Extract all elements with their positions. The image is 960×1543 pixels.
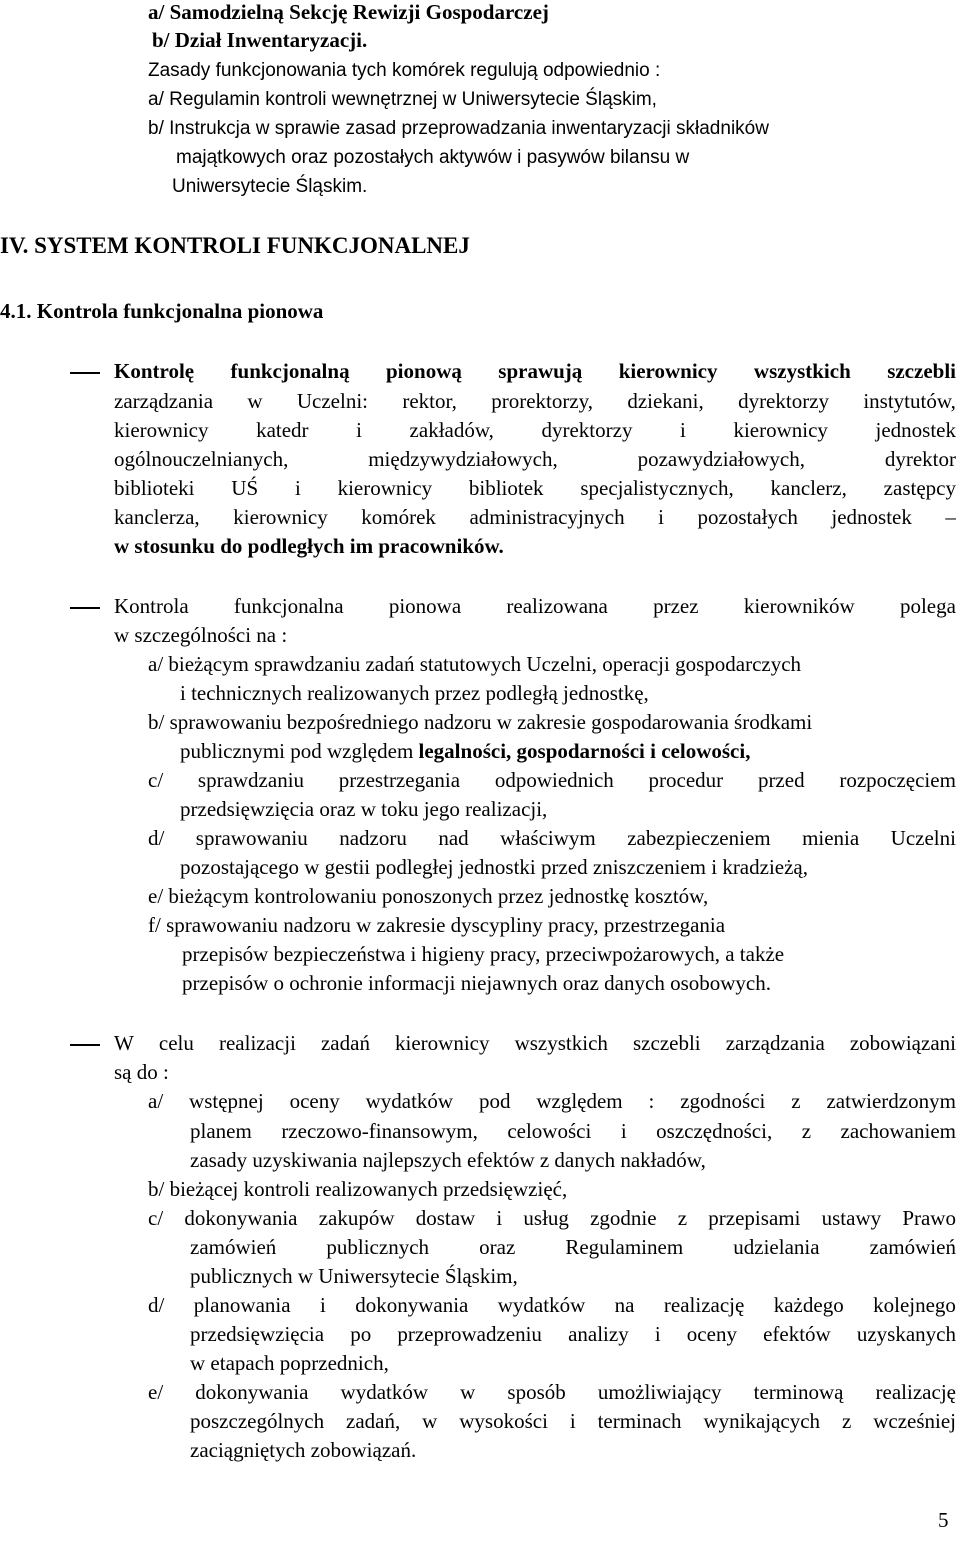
word: dziekani, xyxy=(627,389,704,413)
word: c/ xyxy=(148,1206,164,1230)
word: przez xyxy=(653,594,699,618)
word: w xyxy=(460,1380,476,1404)
word: c/ xyxy=(148,768,164,792)
rule-item-b-line3: Uniwersytecie Śląskim. xyxy=(172,176,368,197)
word: wszystkich xyxy=(753,359,851,383)
para1-line xyxy=(114,388,956,414)
word: realizacji xyxy=(218,1031,296,1055)
word: w xyxy=(247,389,263,413)
word: specjalistycznych, xyxy=(580,476,734,500)
word: i xyxy=(319,1293,326,1317)
word: pionową xyxy=(386,359,462,383)
para3-item-c-line1 xyxy=(148,1205,956,1231)
word: jednostek xyxy=(875,418,956,442)
word: polega xyxy=(899,594,956,618)
word: dyrektor xyxy=(884,447,956,471)
word: zatwierdzonym xyxy=(826,1089,956,1113)
word: przepisami xyxy=(708,1206,801,1230)
word: na xyxy=(614,1293,635,1317)
word: dokonywania xyxy=(195,1380,309,1404)
para2-item-e: e/ bieżącym kontrolowaniu ponoszonych przez jednostkę kosztów, xyxy=(148,884,709,908)
word: z xyxy=(677,1206,688,1230)
word: dokonywania xyxy=(355,1293,469,1317)
word: biblioteki xyxy=(114,476,195,500)
word: oszczędności, xyxy=(656,1119,773,1143)
rule-item-b-line2: majątkowych oraz pozostałych aktywów i pasywów bilansu w xyxy=(176,147,690,168)
para1-last-line: w stosunku do podległych im pracowników. xyxy=(114,534,504,558)
word: międzywydziałowych, xyxy=(368,447,558,471)
word: kierownicy xyxy=(618,359,718,383)
word: szczebli xyxy=(887,359,956,383)
word: zobowiązani xyxy=(849,1031,956,1055)
word: usług xyxy=(523,1206,569,1230)
para2-item-d-line2: pozostającego w gestii podległej jednostki przed zniszczeniem i kradzieżą, xyxy=(180,855,809,879)
word: pod xyxy=(478,1089,511,1113)
word: sprawdzaniu xyxy=(197,768,305,792)
word: zakładów, xyxy=(409,418,494,442)
word: procedur xyxy=(648,768,724,792)
para2-item-c-line2: przedsięwzięcia oraz w toku jego realizacji, xyxy=(180,797,548,821)
word: efektów xyxy=(763,1322,831,1346)
word: dokonywania xyxy=(184,1206,298,1230)
dash-marker xyxy=(70,607,100,609)
para2-item-c-line1 xyxy=(148,767,956,793)
word: oraz xyxy=(479,1235,516,1259)
word: kierowników xyxy=(743,594,855,618)
word: terminach xyxy=(597,1409,682,1433)
word: kierownicy xyxy=(337,476,433,500)
word: i xyxy=(569,1409,576,1433)
word: ustawy xyxy=(821,1206,882,1230)
word: wstępnej xyxy=(189,1089,264,1113)
para1-line xyxy=(114,446,956,472)
para2-item-b-line1: b/ sprawowaniu bezpośredniego nadzoru w zakresie gospodarowania środkami xyxy=(148,710,813,734)
word: i xyxy=(680,418,686,442)
word: każdego xyxy=(773,1293,844,1317)
word: zarządzania xyxy=(725,1031,825,1055)
word: pozostałych xyxy=(697,505,798,529)
dash-marker xyxy=(70,372,100,374)
word: zadań xyxy=(320,1031,370,1055)
word: planowania xyxy=(193,1293,291,1317)
word: z xyxy=(791,1089,801,1113)
word: e/ xyxy=(148,1380,164,1404)
word: zgodnie xyxy=(590,1206,657,1230)
word: i xyxy=(620,1119,627,1143)
word: z xyxy=(801,1119,812,1143)
word: zarządzania xyxy=(114,389,214,413)
para1-line xyxy=(114,475,956,501)
word: nadzoru xyxy=(339,826,407,850)
word: zgodności xyxy=(680,1089,766,1113)
word: kierownicy xyxy=(395,1031,490,1055)
word: sprawowaniu xyxy=(195,826,308,850)
para2-item-d-line1 xyxy=(148,825,956,851)
word: względem xyxy=(536,1089,623,1113)
word: ogólnouczelnianych, xyxy=(114,447,289,471)
para1-line xyxy=(114,358,956,384)
word: publicznych xyxy=(326,1235,430,1259)
word: w xyxy=(422,1409,438,1433)
word: pozawydziałowych, xyxy=(637,447,805,471)
rule-item-b-line1: b/ Instrukcja w sprawie zasad przeprowadzania inwentaryzacji składników xyxy=(148,118,769,139)
para3-item-e-line2 xyxy=(190,1408,956,1434)
word: szczebli xyxy=(633,1031,701,1055)
word: zakupów xyxy=(318,1206,395,1230)
word: i xyxy=(658,505,664,529)
para1-line xyxy=(114,504,956,530)
para3-item-d-line1 xyxy=(148,1292,956,1318)
word: zabezpieczeniem xyxy=(627,826,771,850)
word: analizy xyxy=(568,1322,629,1346)
word: przeprowadzeniu xyxy=(397,1322,542,1346)
para3-line1 xyxy=(114,1030,956,1056)
page-number: 5 xyxy=(938,1508,949,1532)
word: planem xyxy=(190,1119,252,1143)
word: UŚ xyxy=(231,476,259,500)
para3-item-e-line1 xyxy=(148,1379,956,1405)
word: i xyxy=(654,1322,661,1346)
para3-line2: są do : xyxy=(114,1060,169,1084)
word: kolejnego xyxy=(873,1293,956,1317)
word: zamówień xyxy=(869,1235,956,1259)
word: : xyxy=(648,1089,655,1113)
word: wydatków xyxy=(340,1380,429,1404)
word: pionowa xyxy=(388,594,462,618)
word: celu xyxy=(158,1031,194,1055)
word: a/ xyxy=(148,1089,164,1113)
word: realizację xyxy=(663,1293,745,1317)
rule-item-a: a/ Regulamin kontroli wewnętrznej w Uniwersytecie Śląskim, xyxy=(148,89,657,110)
para3-item-a-line1 xyxy=(148,1088,956,1114)
word: z xyxy=(841,1409,852,1433)
word: zadań, xyxy=(346,1409,401,1433)
word: dyrektorzy xyxy=(738,389,830,413)
word: kierownicy xyxy=(233,505,328,529)
section-heading: IV. SYSTEM KONTROLI FUNKCJONALNEJ xyxy=(0,233,470,258)
word: W xyxy=(114,1031,134,1055)
word: umożliwiający xyxy=(597,1380,722,1404)
para3-item-e-line3: zaciągniętych zobowiązań. xyxy=(190,1438,417,1462)
word: i xyxy=(294,476,301,500)
word: udzielania xyxy=(733,1235,820,1259)
word: wydatków xyxy=(497,1293,586,1317)
word: dyrektorzy xyxy=(541,418,633,442)
word: terminową xyxy=(753,1380,844,1404)
word: przedsięwzięcia xyxy=(190,1322,325,1346)
word: Regulaminem xyxy=(565,1235,684,1259)
word: celowości xyxy=(507,1119,592,1143)
para2-line1 xyxy=(114,593,956,619)
item-b-bold-text: legalności, gospodarności i celowości, xyxy=(418,739,751,763)
word: d/ xyxy=(148,826,165,850)
word: dostaw xyxy=(415,1206,476,1230)
word: instytutów, xyxy=(863,389,956,413)
word: administracyjnych xyxy=(469,505,625,529)
para3-item-d-line2 xyxy=(190,1321,956,1347)
word: zamówień xyxy=(190,1235,277,1259)
word: przestrzegania xyxy=(338,768,461,792)
word: sposób xyxy=(507,1380,566,1404)
word: kierownicy xyxy=(733,418,828,442)
word: jednostek xyxy=(831,505,912,529)
word: realizację xyxy=(875,1380,956,1404)
word: właściwym xyxy=(500,826,596,850)
word: rozpoczęciem xyxy=(839,768,956,792)
para2-item-f-line1: f/ sprawowaniu nadzoru w zakresie dyscypliny pracy, przestrzegania xyxy=(148,913,726,937)
word: przed xyxy=(757,768,805,792)
word: i xyxy=(496,1206,503,1230)
subsection-heading: 4.1. Kontrola funkcjonalna pionowa xyxy=(0,299,324,323)
rules-intro: Zasady funkcjonowania tych komórek regulują odpowiednio : xyxy=(148,60,661,81)
word: wynikających xyxy=(703,1409,821,1433)
word: Uczelni xyxy=(890,826,956,850)
word: komórek xyxy=(361,505,436,529)
word: nad xyxy=(438,826,469,850)
word: kierownicy xyxy=(114,418,209,442)
word: wydatków xyxy=(365,1089,454,1113)
para2-item-f-line2: przepisów bezpieczeństwa i higieny pracy, przeciwpożarowych, a także xyxy=(182,942,785,966)
para2-item-a-line1: a/ bieżącym sprawdzaniu zadań statutowych Uczelni, operacji gospodarczych xyxy=(148,652,802,676)
word: rzeczowo-finansowym, xyxy=(281,1119,478,1143)
word: zastępcy xyxy=(883,476,956,500)
list-item-dzial-inwentaryzacji: b/ Dział Inwentaryzacji. xyxy=(152,28,368,52)
word: wysokości xyxy=(459,1409,548,1433)
word: kanclerza, xyxy=(114,505,200,529)
word: bibliotek xyxy=(468,476,544,500)
word: katedr xyxy=(256,418,309,442)
item-b-plain-text: publicznymi pod względem xyxy=(180,739,419,763)
word: – xyxy=(945,505,956,529)
word: kanclerz, xyxy=(770,476,847,500)
word: Prawo xyxy=(902,1206,956,1230)
word: po xyxy=(350,1322,372,1346)
word: mienia xyxy=(802,826,860,850)
word: wszystkich xyxy=(514,1031,608,1055)
word: rektor, xyxy=(402,389,457,413)
word: realizowana xyxy=(506,594,608,618)
para2-item-b-line2 xyxy=(180,738,750,764)
word: poszczególnych xyxy=(190,1409,325,1433)
para3-item-a-line3: zasady uzyskiwania najlepszych efektów z danych nakładów, xyxy=(190,1148,706,1172)
para3-item-d-line3: w etapach poprzednich, xyxy=(190,1351,389,1375)
para2-item-f-line3: przepisów o ochronie informacji niejawnych oraz danych osobowych. xyxy=(182,971,771,995)
word: wcześniej xyxy=(873,1409,956,1433)
para3-item-b: b/ bieżącej kontroli realizowanych przedsięwzięć, xyxy=(148,1177,568,1201)
para2-item-a-line2: i technicznych realizowanych przez podległą jednostkę, xyxy=(180,681,649,705)
word: sprawują xyxy=(498,359,583,383)
word: d/ xyxy=(148,1293,165,1317)
word: i xyxy=(356,418,362,442)
word: funkcjonalna xyxy=(233,594,344,618)
word: Uczelni: xyxy=(296,389,369,413)
para1-line xyxy=(114,417,956,443)
para3-item-c-line2 xyxy=(190,1234,956,1260)
word: Kontrolę xyxy=(114,359,195,383)
word: uzyskanych xyxy=(856,1322,956,1346)
word: odpowiednich xyxy=(494,768,614,792)
word: funkcjonalną xyxy=(230,359,350,383)
word: zachowaniem xyxy=(840,1119,956,1143)
dash-marker xyxy=(70,1044,100,1046)
word: Kontrola xyxy=(114,594,189,618)
word: prorektorzy, xyxy=(491,389,594,413)
word: oceny xyxy=(686,1322,737,1346)
para3-item-a-line2 xyxy=(190,1118,956,1144)
para3-item-c-line3: publicznych w Uniwersytecie Śląskim, xyxy=(190,1264,518,1288)
list-item-sekcja-rewizji: a/ Samodzielną Sekcję Rewizji Gospodarczej xyxy=(148,0,549,24)
para2-line2: w szczególności na : xyxy=(114,623,288,647)
word: oceny xyxy=(289,1089,340,1113)
